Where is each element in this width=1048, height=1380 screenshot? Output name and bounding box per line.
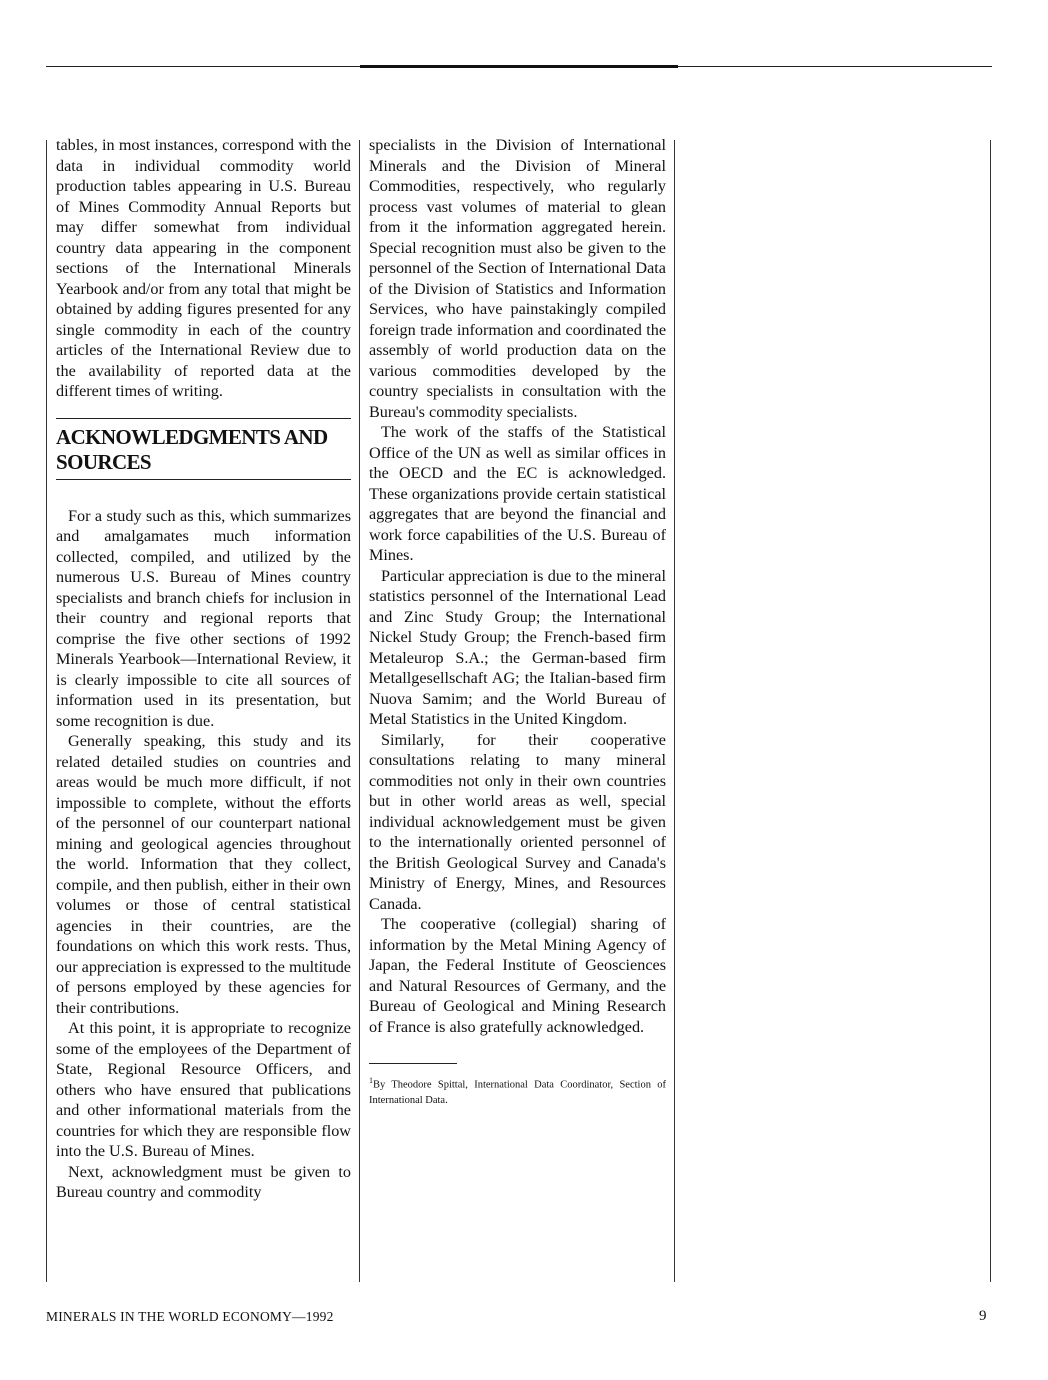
footnote-rule xyxy=(369,1063,457,1064)
top-rule-accent xyxy=(360,65,678,68)
paragraph: For a study such as this, which summarizes and amalgamates much information collected, compiled, and utilized by the numerous U.S. Bureau of Mines country specialists and branch chiefs for inclusion in their country and regional reports that comprise the five other sections of 1992 Minerals Yearbook—International Review, it is clearly impossible to cite all sources of information used in its presentation, but some recognition is due. xyxy=(56,506,351,730)
column-divider-far-right xyxy=(990,140,991,1282)
page-number: 9 xyxy=(979,1308,987,1324)
section-heading xyxy=(56,418,351,480)
footnote-text: By Theodore Spittal, International Data Coordinator, Section of International Data. xyxy=(369,1079,666,1106)
column-divider-middle xyxy=(359,140,360,1282)
paragraph: Next, acknowledgment must be given to Bureau country and commodity xyxy=(56,1162,351,1201)
paragraph: Particular appreciation is due to the mineral statistics personnel of the International Lead and Zinc Study Group; the International Nickel Study Group; the French-based firm Metaleurop S.A.; the German-based firm Metallgesellschaft AG; the Italian-based firm Nuova Samim; and the World Bureau of Metal Statistics in the United Kingdom. xyxy=(369,566,666,728)
right-column xyxy=(369,135,666,1108)
heading-line: ACKNOWLEDGMENTS AND xyxy=(56,424,328,449)
paragraph: Generally speaking, this study and its related detailed studies on countries and areas would be much more difficult, if not impossible to complete, without the efforts of the personnel of our counterpart national mining and geological agencies throughout the world. Information that they collect, compile, and then publish, either in their own volumes or those of central statistical agencies in their countries, are the foundations on which this work rests. Thus, our appreciation is expressed to the multitude of persons employed by these agencies for their contributions. xyxy=(56,732,351,1017)
paragraph: At this point, it is appropriate to recognize some of the employees of the Department of State, Regional Resource Officers, and others who have ensured that publications and other informational materials from the countries for which they are responsible flow into the U.S. Bureau of Mines. xyxy=(56,1019,351,1160)
paragraph: Similarly, for their cooperative consultations relating to many mineral commodities not only in their own countries but in other world areas as well, special individual acknowledgement must be given to the internationally oriented personnel of the British Geological Survey and Canada's Ministry of Energy, Mines, and Resources Canada. xyxy=(369,730,666,913)
column-divider-right xyxy=(674,140,675,1282)
column-divider-left xyxy=(46,140,47,1282)
paragraph: specialists in the Division of International Minerals and the Division of Mineral Commodities, respectively, who regularly process vast volumes of material to glean from it the information aggregated herein. Special recognition must also be given to the personnel of the Section of International Data of the Division of Statistics and Information Services, who have painstakingly compiled foreign trade information and coordinated the assembly of world production data on the various commodities developed by the country specialists in consultation with the Bureau's commodity specialists. xyxy=(369,136,666,421)
running-footer-title: MINERALS IN THE WORLD ECONOMY—1992 xyxy=(46,1309,334,1324)
footnote xyxy=(369,1073,666,1108)
paragraph: The work of the staffs of the Statistical Office of the UN as well as similar offices in the OECD and the EC is acknowledged. These organizations provide certain statistical aggregates that are beyond the financial and work force capabilities of the U.S. Bureau of Mines. xyxy=(369,423,666,564)
footnote-mark: 1 xyxy=(369,1076,373,1085)
heading-line: SOURCES xyxy=(56,449,151,474)
paragraph: The cooperative (collegial) sharing of information by the Metal Mining Agency of Japan, the Federal Institute of Geosciences and Natural Resources of Germany, and the Bureau of Geological and Mining Research of France is also gratefully acknowledged. xyxy=(369,915,666,1036)
paragraph: tables, in most instances, correspond with the data in individual commodity world production tables appearing in U.S. Bureau of Mines Commodity Annual Reports but may differ somewhat from individual country data appearing in the component sections of the International Minerals Yearbook and/or from any total that might be obtained by adding figures presented for any single commodity in each of the country articles of the International Review due to the availability of reported data at the different times of writing. xyxy=(56,136,351,400)
left-column xyxy=(56,135,351,1203)
